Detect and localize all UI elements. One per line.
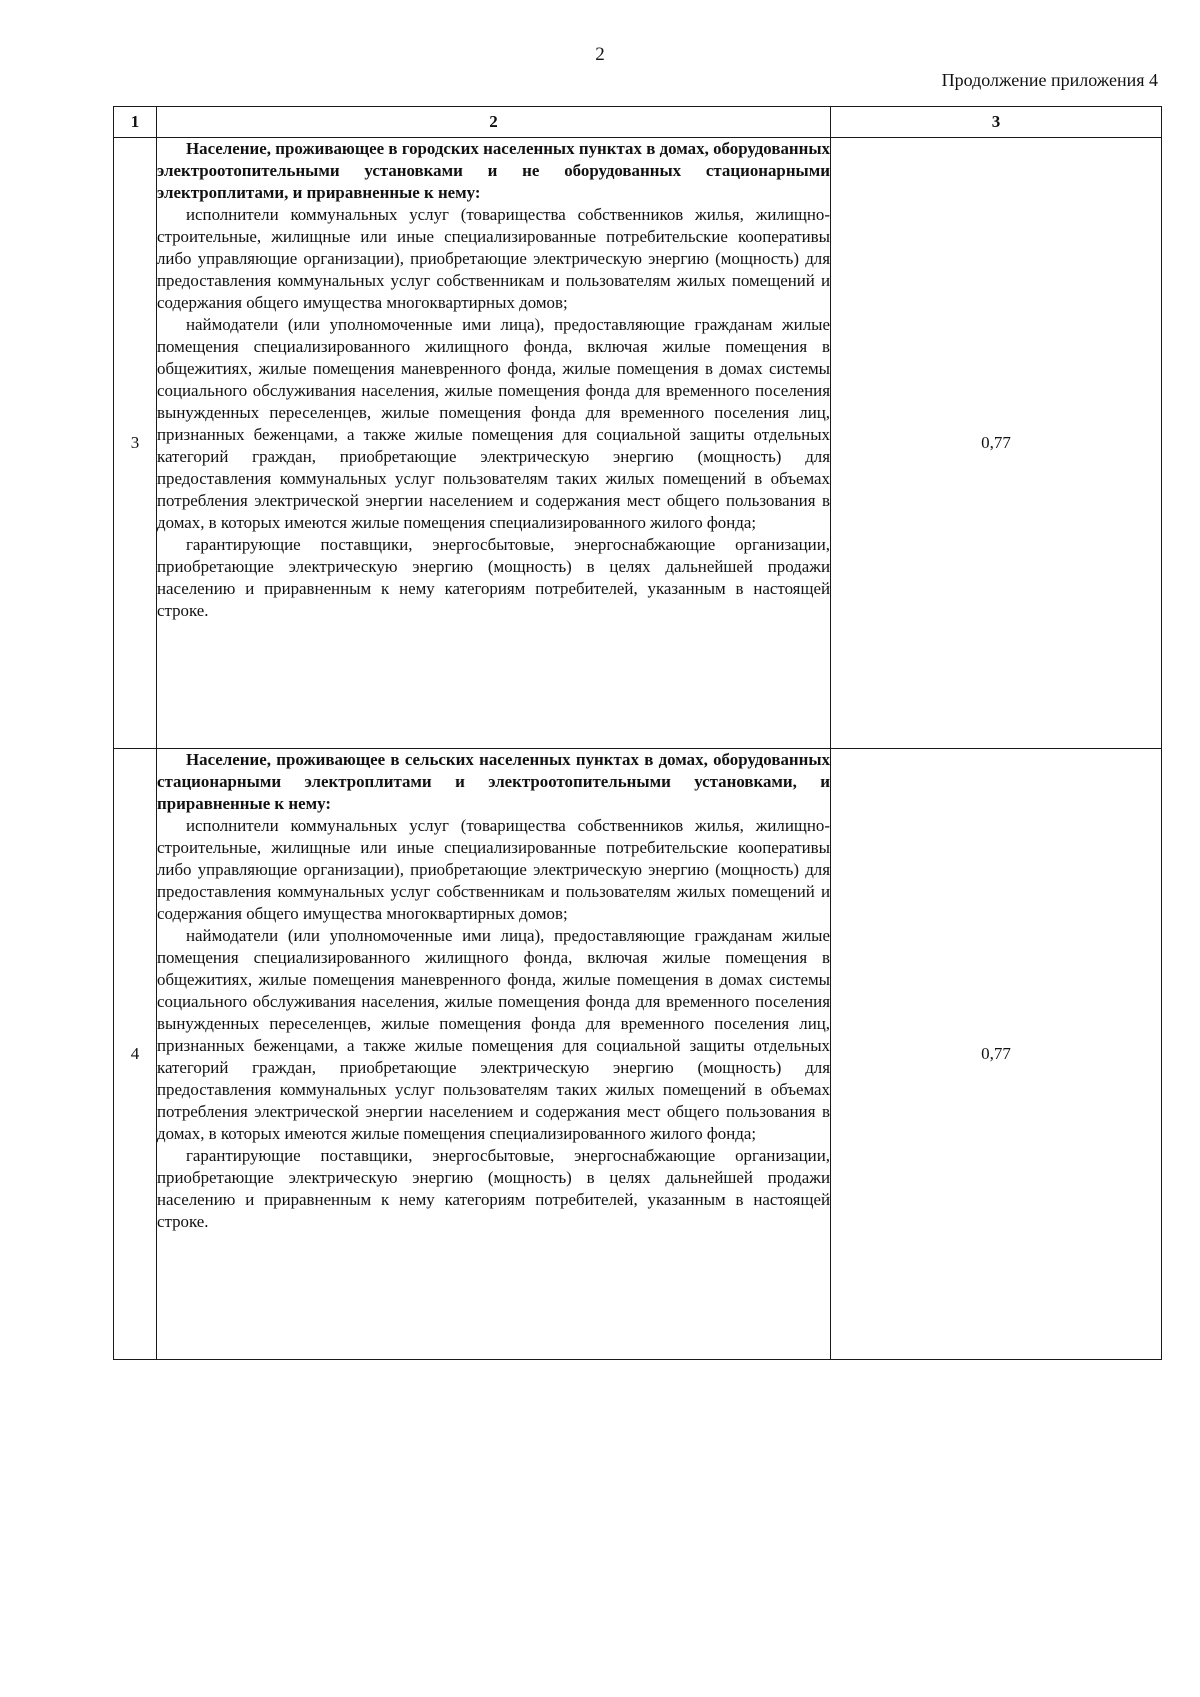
tariff-table (113, 106, 1162, 1360)
appendix-continuation-label: Продолжение приложения 4 (941, 70, 1158, 90)
table-header-row (114, 107, 1162, 138)
column-header-3: 3 (831, 107, 1162, 138)
row-paragraph: наймодатели (или уполномоченные ими лица), предоставляющие гражданам жилые помещения специализированного жилищного фонда, включая жилые помещения в общежитиях, жилые помещения маневренного фонда, жилые помещения в домах системы социального обслуживания населения, жилые помещения фонда для временного поселения вынужденных переселенцев, жилые помещения фонда для временного поселения лиц, признанных беженцами, а также жилые помещения для социальной защиты отдельных категорий граждан, приобретающие электрическую энергию (мощность) для предоставления коммунальных услуг пользователям таких жилых помещений в объемах потребления электрической энергии населением и содержания мест общего пользования в домах, в которых имеются жилые помещения специализированного жилого фонда; (157, 315, 830, 532)
row-number: 4 (114, 749, 157, 1360)
row-description (157, 749, 831, 1360)
row-value: 0,77 (831, 749, 1162, 1360)
row-paragraph: гарантирующие поставщики, энергосбытовые, энергоснабжающие организации, приобретающие электрическую энергию (мощность) в целях дальнейшей продажи населению и приравненным к нему категориям потребителей, указанным в настоящей строке. (157, 535, 830, 620)
row-description (157, 138, 831, 749)
row-paragraph: исполнители коммунальных услуг (товарищества собственников жилья, жилищно-строительные, жилищные или иные специализированные потребительские кооперативы либо управляющие организации), приобретающие электрическую энергию (мощность) для предоставления коммунальных услуг собственникам и пользователям жилых помещений и содержания общего имущества многоквартирных домов; (157, 816, 830, 923)
row-paragraph: исполнители коммунальных услуг (товарищества собственников жилья, жилищно-строительные, жилищные или иные специализированные потребительские кооперативы либо управляющие организации), приобретающие электрическую энергию (мощность) для предоставления коммунальных услуг собственникам и пользователям жилых помещений и содержания общего имущества многоквартирных домов; (157, 205, 830, 312)
column-header-2: 2 (157, 107, 831, 138)
row-paragraph: наймодатели (или уполномоченные ими лица), предоставляющие гражданам жилые помещения специализированного жилищного фонда, включая жилые помещения в общежитиях, жилые помещения маневренного фонда, жилые помещения в домах системы социального обслуживания населения, жилые помещения фонда для временного поселения вынужденных переселенцев, жилые помещения фонда для временного поселения лиц, признанных беженцами, а также жилые помещения для социальной защиты отдельных категорий граждан, приобретающие электрическую энергию (мощность) для предоставления коммунальных услуг пользователям таких жилых помещений в объемах потребления электрической энергии населением и содержания мест общего пользования в домах, в которых имеются жилые помещения специализированного жилого фонда; (157, 926, 830, 1143)
row-value: 0,77 (831, 138, 1162, 749)
column-header-1: 1 (114, 107, 157, 138)
row-heading: Население, проживающее в городских населенных пунктах в домах, оборудованных электроотопительными установками и не оборудованных стационарными электроплитами, и приравненные к нему: (157, 139, 830, 202)
table-row (114, 138, 1162, 749)
table-row (114, 749, 1162, 1360)
page-number: 2 (595, 44, 605, 65)
row-heading: Население, проживающее в сельских населенных пунктах в домах, оборудованных стационарными электроплитами и электроотопительными установками, и приравненные к нему: (157, 750, 830, 813)
row-number: 3 (114, 138, 157, 749)
row-paragraph: гарантирующие поставщики, энергосбытовые, энергоснабжающие организации, приобретающие электрическую энергию (мощность) в целях дальнейшей продажи населению и приравненным к нему категориям потребителей, указанным в настоящей строке. (157, 1146, 830, 1231)
